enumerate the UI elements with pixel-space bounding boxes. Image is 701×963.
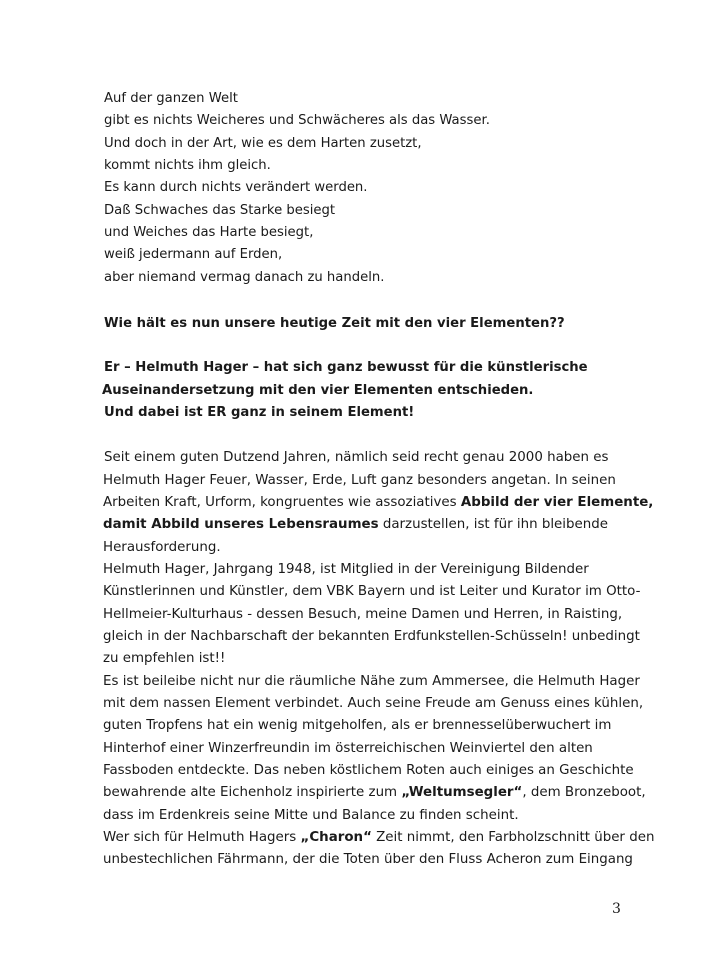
body-text-run: Arbeiten Kraft, Urform, kongruentes wie assoziatives	[103, 495, 461, 510]
body-line: Herausforderung.	[103, 540, 221, 555]
body-line: Helmuth Hager Feuer, Wasser, Erde, Luft ganz besonders angetan. In seinen	[103, 473, 616, 488]
body-text-run: Wer sich für Helmuth Hagers	[103, 830, 301, 845]
artwork-title-charon: „Charon“	[300, 830, 372, 845]
body-line	[103, 494, 653, 512]
poem-line: gibt es nichts Weicheres und Schwächeres als das Wasser.	[104, 113, 490, 128]
body-line: mit dem nassen Element verbindet. Auch seine Freude am Genuss eines kühlen,	[103, 696, 644, 711]
body-bold-run: Abbild der vier Elemente,	[460, 495, 654, 510]
poem-line: Daß Schwaches das Starke besiegt	[104, 203, 336, 218]
body-text-run: darzustellen, ist für ihn bleibende	[378, 517, 608, 532]
poem-line: aber niemand vermag danach zu handeln.	[104, 270, 385, 285]
poem-line: Es kann durch nichts verändert werden.	[104, 180, 368, 195]
statement-line: Und dabei ist ER ganz in seinem Element!	[104, 405, 415, 420]
body-line: Seit einem guten Dutzend Jahren, nämlich seid recht genau 2000 haben es	[104, 450, 609, 465]
poem-line: und Weiches das Harte besiegt,	[104, 225, 314, 240]
body-line	[103, 784, 646, 802]
body-bold-run: damit Abbild unseres Lebensraumes	[103, 517, 379, 532]
poem-line: kommt nichts ihm gleich.	[104, 158, 271, 173]
body-line: guten Tropfens hat ein wenig mitgeholfen, als er brennesselüberwuchert im	[103, 718, 612, 733]
body-line: Hellmeier-Kulturhaus - dessen Besuch, meine Damen und Herren, in Raisting,	[103, 607, 623, 622]
body-text-run: Zeit nimmt, den Farbholzschnitt über den	[371, 830, 655, 845]
body-line	[103, 829, 654, 847]
poem-line: weiß jedermann auf Erden,	[104, 247, 283, 262]
body-text-run: , dem Bronzeboot,	[522, 785, 646, 800]
statement-line: Er – Helmuth Hager – hat sich ganz bewusst für die künstlerische	[104, 360, 588, 375]
body-line: Künstlerinnen und Künstler, dem VBK Bayern und ist Leiter und Kurator im Otto-	[103, 584, 641, 599]
body-line	[103, 516, 608, 534]
body-line: Hinterhof einer Winzerfreundin im österreichischen Weinviertel den alten	[103, 741, 593, 756]
body-line: Fassboden entdeckte. Das neben köstlichem Roten auch einiges an Geschichte	[103, 763, 634, 778]
question-line: Wie hält es nun unsere heutige Zeit mit den vier Elementen??	[104, 316, 565, 331]
body-line: Helmuth Hager, Jahrgang 1948, ist Mitglied in der Vereinigung Bildender	[103, 562, 589, 577]
body-line: zu empfehlen ist!!	[103, 651, 226, 666]
poem-line: Auf der ganzen Welt	[104, 91, 238, 106]
body-line: gleich in der Nachbarschaft der bekannten Erdfunkstellen-Schüsseln! unbedingt	[103, 629, 640, 644]
body-line: dass im Erdenkreis seine Mitte und Balance zu finden scheint.	[103, 808, 519, 823]
body-text-run: bewahrende alte Eichenholz inspirierte zum	[103, 785, 402, 800]
poem-line: Und doch in der Art, wie es dem Harten zusetzt,	[104, 136, 422, 151]
body-line: unbestechlichen Fährmann, der die Toten über den Fluss Acheron zum Eingang	[103, 852, 633, 867]
statement-line: Auseinandersetzung mit den vier Elementen entschieden.	[102, 383, 534, 398]
page-number: 3	[612, 901, 621, 917]
body-line: Es ist beileibe nicht nur die räumliche Nähe zum Ammersee, die Helmuth Hager	[103, 674, 640, 689]
artwork-title-weltumsegler: „Weltumsegler“	[401, 785, 523, 800]
